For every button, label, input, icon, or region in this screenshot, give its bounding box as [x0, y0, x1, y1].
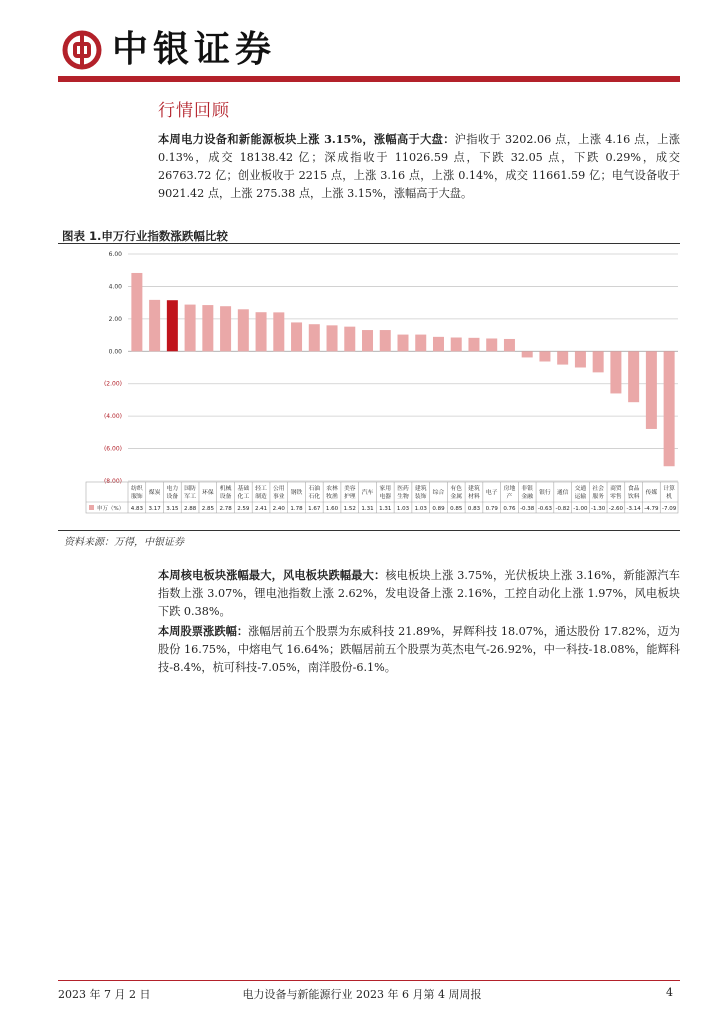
industry-change-chart [58, 246, 680, 516]
chart-bar [557, 351, 568, 364]
chart-bar [664, 351, 675, 466]
chart-bar [220, 306, 231, 351]
y-tick-label: 0.00 [108, 348, 122, 356]
chart-bar [309, 324, 320, 351]
chart-bar [504, 339, 515, 351]
y-tick-label: 6.00 [108, 251, 122, 258]
x-tick-label: 非银金融 [521, 486, 533, 500]
data-label: -4.79 [644, 506, 659, 512]
chart-bar [291, 322, 302, 351]
x-tick-label: 社会服务 [592, 486, 604, 500]
x-tick-label: 基础化工 [237, 486, 250, 500]
chart-bar [398, 335, 409, 352]
page-number: 4 [666, 986, 673, 999]
label-layer [86, 482, 678, 513]
x-tick-label: 煤炭 [148, 490, 161, 496]
legend-label: 申万（%） [97, 506, 125, 512]
market-lead: 本周电力设备和新能源板块上涨 3.15%，涨幅高于大盘： [158, 132, 455, 146]
data-label: 3.17 [148, 506, 161, 512]
stock-body: 涨幅居前五个股票为东威科技 21.89%，昇辉科技 18.07%，通达股份 17.82%，迈为股份 16.75%，中熔电气 16.64%；跌幅居前五个股票为英杰电气-26.92%，中一科技-18.08%，能辉科技-8.4%，杭可科技-7.05%，南洋股份-6.1%。 [158, 625, 680, 674]
chart-bar [415, 335, 426, 352]
data-label: 0.85 [450, 506, 463, 512]
legend-swatch [89, 505, 94, 510]
data-label: -0.63 [537, 506, 553, 512]
data-label: 3.15 [166, 506, 179, 512]
data-label: 2.78 [219, 506, 232, 512]
x-tick-label: 建筑装饰 [414, 486, 427, 500]
x-tick-label: 公用事业 [273, 486, 285, 500]
figure-title: 图表 1.申万行业指数涨跌幅比较 [62, 229, 228, 243]
chart-bar [149, 300, 160, 351]
data-label: 2.85 [201, 506, 214, 512]
x-tick-label: 石油石化 [308, 486, 321, 500]
data-label: 1.03 [414, 506, 427, 512]
data-label: -0.82 [555, 506, 570, 512]
market-body: 沪指收于 3202.06 点，上涨 4.16 点，上涨 0.13%，成交 18138.42 亿；深成指收于 11026.59 点，下跌 32.05 点，下跌 0.29%，成交 26763.72 亿；创业板收于 2215 点，上涨 3.16 点，上涨 0.14%，成交 11661.59 亿；电气设备收于 9021.42 点，上涨 275.38 点，上涨 3.15%，涨幅高于大盘。 [158, 133, 680, 200]
x-tick-label: 建筑材料 [468, 486, 480, 500]
y-tick-label: (8.00) [103, 478, 122, 485]
data-label: -2.60 [608, 506, 624, 512]
chart-bar [539, 351, 550, 361]
chart-bar [131, 273, 142, 351]
x-tick-label: 电力设备 [166, 486, 179, 500]
data-label: 0.76 [503, 506, 516, 512]
x-tick-label: 商贸零售 [610, 486, 622, 500]
section-title: 行情回顾 [158, 101, 230, 121]
x-tick-label: 纺织服饰 [131, 486, 143, 500]
chart-bar [380, 330, 391, 351]
data-label: 1.67 [308, 506, 321, 512]
x-tick-label: 电子 [485, 490, 498, 496]
x-tick-label: 综合 [432, 490, 445, 496]
chart-bar [185, 305, 196, 352]
data-label: 4.83 [130, 506, 143, 512]
y-tick-label: 2.00 [108, 315, 122, 323]
data-label: 2.41 [254, 506, 268, 512]
data-label: -1.00 [573, 506, 588, 512]
x-tick-label: 汽车 [361, 490, 374, 496]
data-label: 1.31 [379, 506, 392, 512]
data-label: -7.09 [662, 506, 677, 512]
chart-bar [167, 300, 178, 351]
chart-bar [238, 309, 249, 351]
x-tick-label: 机械设备 [219, 486, 232, 500]
x-tick-label: 钢铁 [290, 490, 303, 496]
x-tick-label: 交通运输 [574, 486, 587, 500]
x-tick-label: 国防军工 [184, 486, 196, 500]
x-tick-label: 有色金属 [450, 486, 463, 500]
x-tick-label: 环保 [202, 490, 214, 496]
sector-body: 核电板块上涨 3.75%，光伏板块上涨 3.16%，新能源汽车指数上涨 3.07%，锂电池指数上涨 2.62%，发电设备上涨 2.16%，工控自动化上涨 1.97%，风电板块下跌 0.38%。 [158, 569, 680, 618]
x-tick-label: 家用电器 [379, 486, 392, 500]
source-rule [58, 530, 680, 531]
x-tick-label: 轻工制造 [255, 486, 267, 500]
grid-layer [104, 251, 678, 485]
data-label: 2.40 [272, 506, 285, 512]
footer-rule [58, 980, 680, 981]
x-tick-label: 食品饮料 [627, 486, 640, 500]
stock-paragraph [158, 622, 680, 677]
header-rule [58, 76, 680, 82]
chart-bar [327, 325, 338, 351]
y-tick-label: (4.00) [103, 413, 122, 421]
chart-bar [451, 338, 462, 352]
stock-lead: 本周股票涨跌幅： [158, 624, 249, 638]
data-label: 1.60 [325, 506, 339, 512]
y-tick-label: (2.00) [103, 380, 122, 388]
brand-name: 中银证券 [112, 29, 277, 70]
chart-bar [362, 330, 373, 351]
data-label: -3.14 [626, 506, 641, 512]
figure-rule [58, 243, 680, 244]
x-tick-label: 通信 [556, 490, 569, 496]
data-label: -1.30 [591, 506, 606, 512]
data-label: 1.31 [361, 506, 374, 512]
chart-bar [433, 337, 444, 351]
x-tick-label: 银行 [539, 490, 551, 496]
bank-logo-icon [62, 30, 102, 70]
chart-bar [593, 351, 604, 372]
x-tick-label: 计算机 [663, 486, 675, 500]
data-label: 2.59 [237, 506, 250, 512]
data-label: 0.89 [432, 506, 445, 512]
chart-bar [256, 312, 267, 351]
chart-bar [486, 338, 497, 351]
x-tick-label: 传媒 [645, 490, 658, 496]
chart-bar [610, 351, 621, 393]
sector-lead: 本周核电板块涨幅最大，风电板块跌幅最大： [158, 568, 386, 582]
chart-bar [202, 305, 213, 351]
chart-bar [522, 351, 533, 357]
chart-bar [273, 312, 284, 351]
data-label: 0.83 [467, 506, 481, 512]
footer-title: 电力设备与新能源行业 2023 年 6 月第 4 周周报 [242, 988, 482, 1001]
x-tick-label: 房地产 [503, 486, 516, 500]
x-tick-label: 医药生物 [397, 486, 409, 500]
sector-paragraph [158, 566, 680, 621]
data-label: 2.88 [183, 506, 197, 512]
data-label: 1.78 [290, 506, 303, 512]
y-tick-label: 4.00 [108, 283, 122, 291]
chart-bar [575, 351, 586, 367]
data-label: 0.79 [485, 506, 498, 512]
footer-date: 2023 年 7 月 2 日 [58, 988, 151, 1001]
chart-bar [468, 338, 479, 351]
x-tick-label: 农林牧渔 [326, 486, 338, 500]
data-label: -0.38 [520, 506, 535, 512]
figure-source: 资料来源：万得，中银证券 [64, 537, 184, 548]
data-label: 1.52 [343, 506, 356, 512]
x-tick-label: 美容护理 [343, 486, 356, 500]
chart-bar [344, 327, 355, 352]
bar-layer [131, 273, 674, 466]
market-paragraph [158, 130, 680, 203]
data-label: 1.03 [396, 506, 410, 512]
chart-bar [646, 351, 657, 429]
y-tick-label: (6.00) [103, 445, 122, 453]
chart-bar [628, 351, 639, 402]
